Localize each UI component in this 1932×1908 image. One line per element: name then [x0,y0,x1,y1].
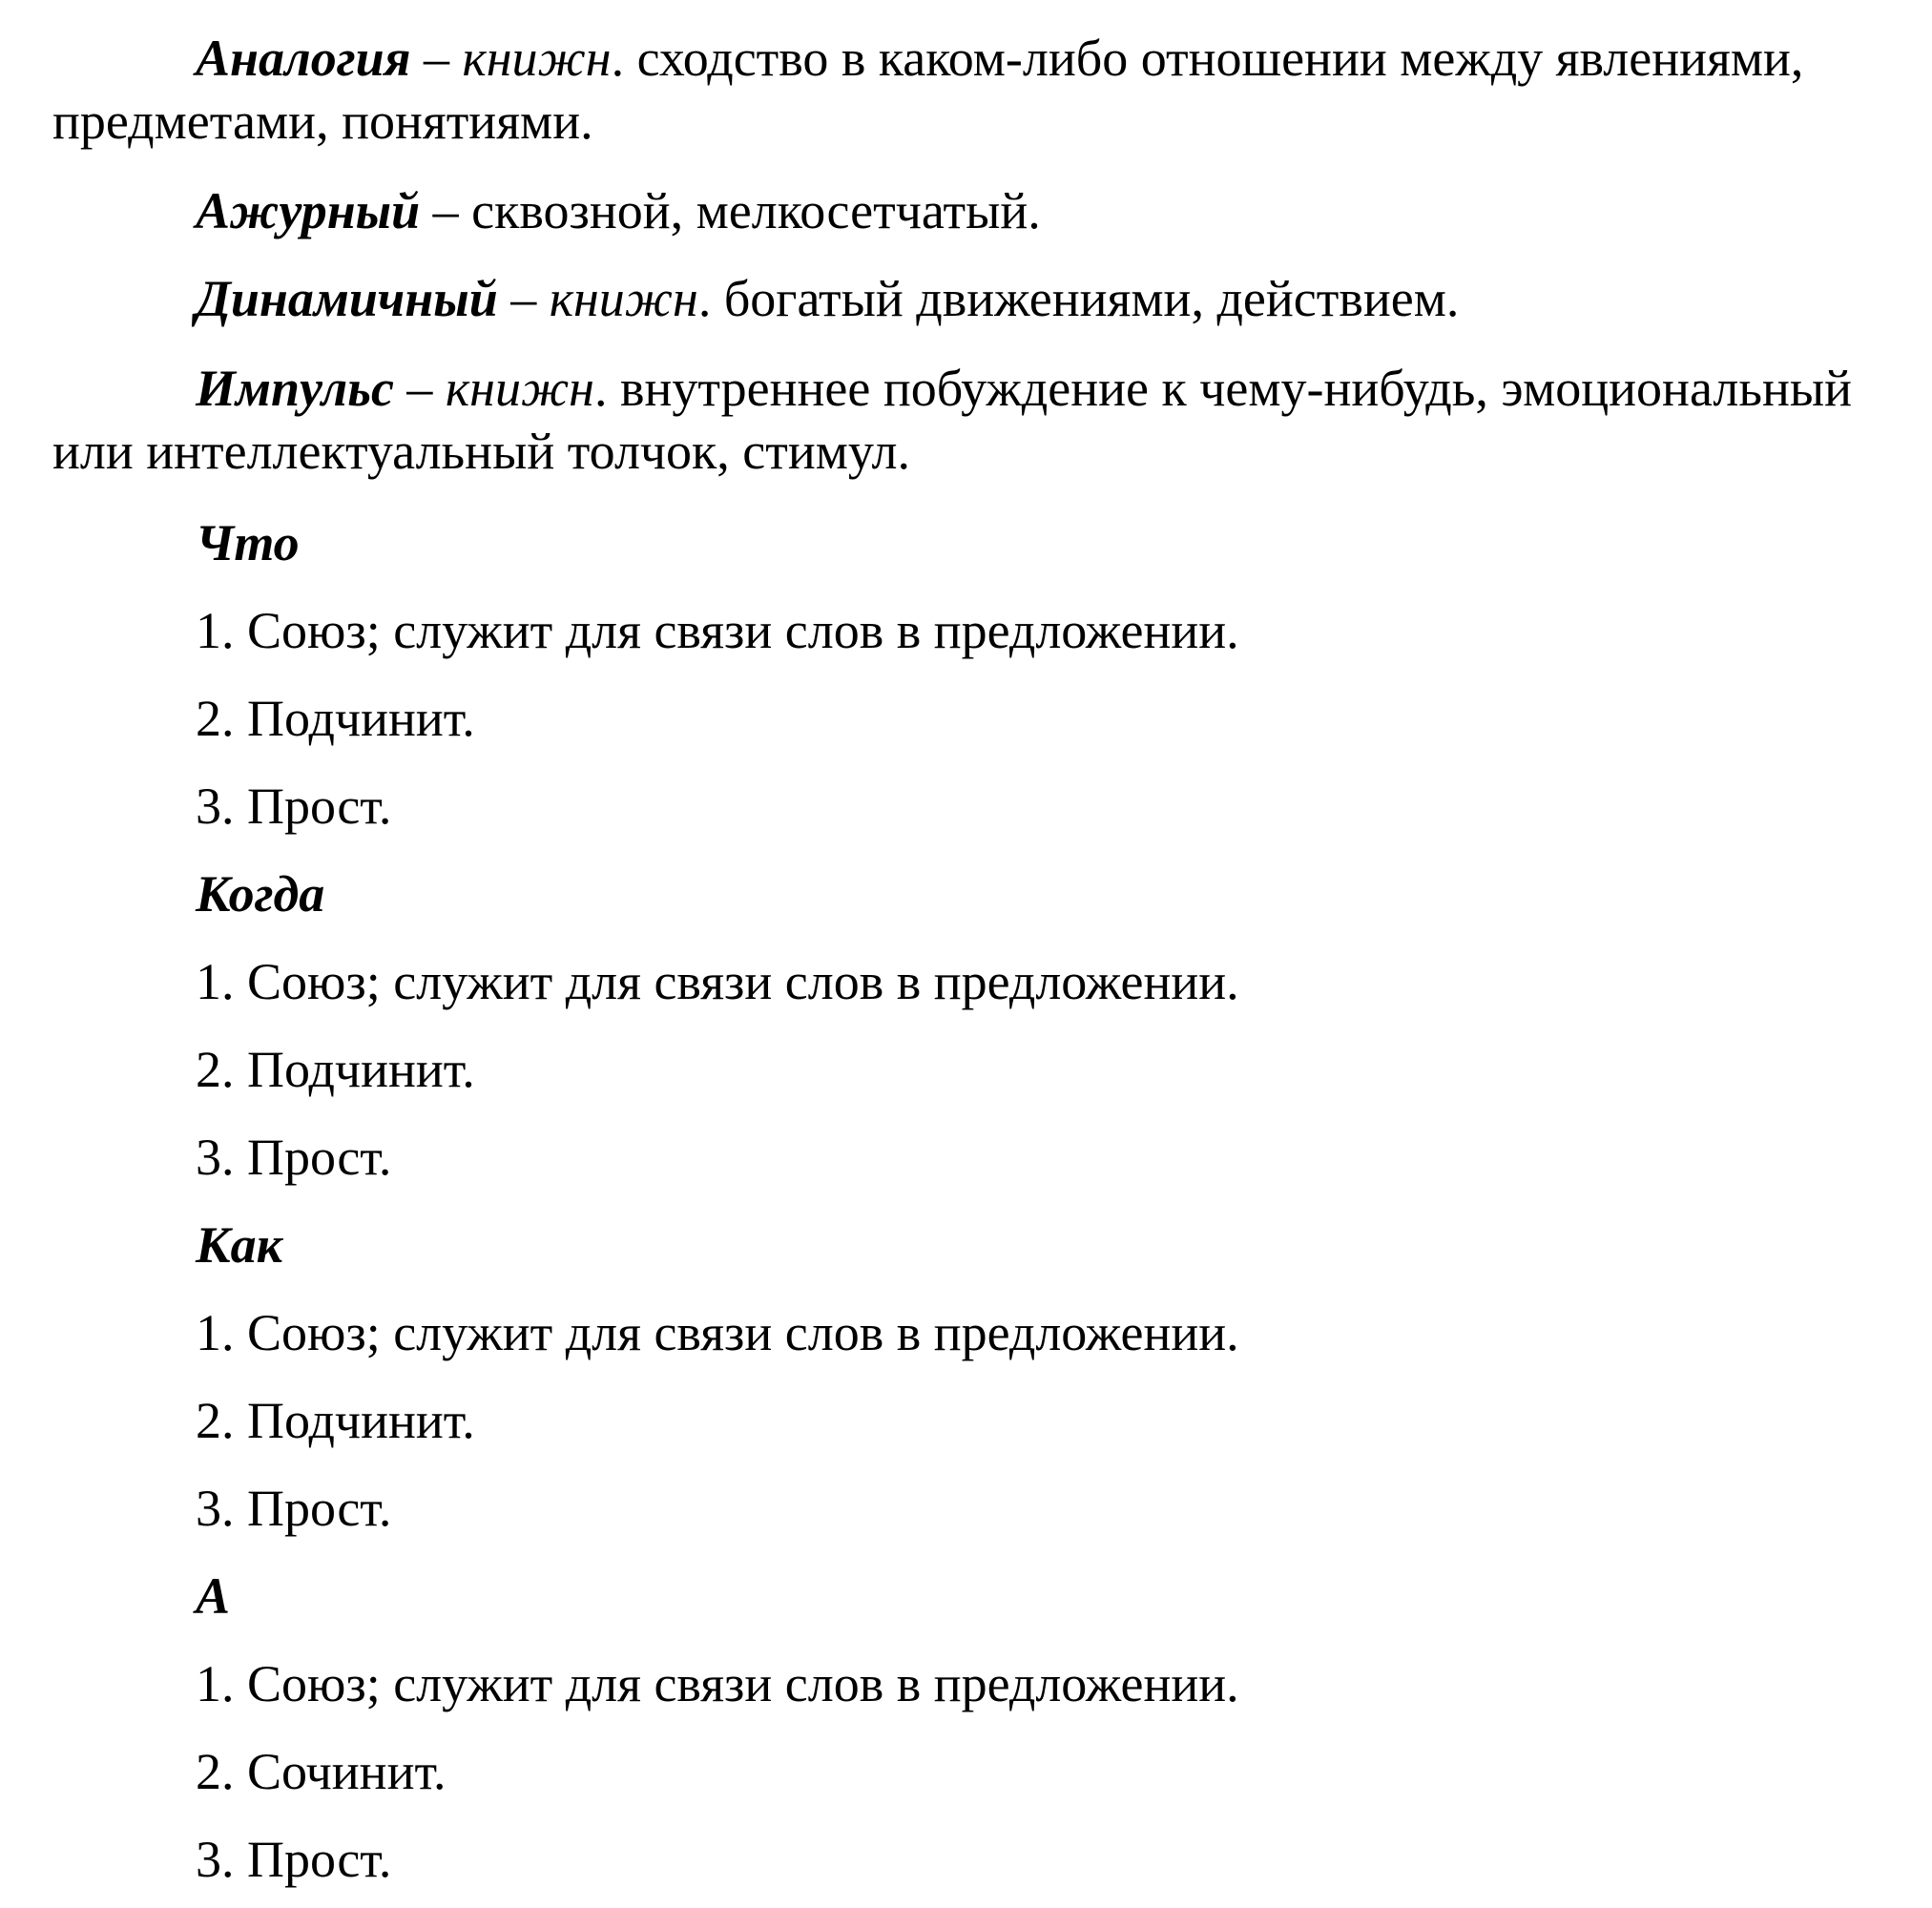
parsing-word-heading: Что [196,514,300,571]
glossary-dash: – [420,182,472,239]
parsing-item: 1. Союз; служит для связи слов в предложении. [196,1655,1239,1712]
glossary-entry-analogy [52,27,1865,153]
parsing-item: 1. Союз; служит для связи слов в предложении. [196,953,1239,1010]
glossary-entry-impuls [52,357,1865,483]
glossary-definition: . богатый движениями, действием. [697,270,1460,327]
parsing-item: 2. Подчинит. [196,1041,475,1098]
glossary-dash: – [497,270,550,327]
parsing-item: 1. Союз; служит для связи слов в предложении. [196,602,1239,659]
glossary-entry-azhurny [52,179,1865,242]
parsing-word-heading: Как [196,1216,282,1274]
glossary-term: Импульс [196,360,394,417]
glossary-definition: . внутреннее побуждение к чему-нибудь, эмоциональный или интеллектуальный толчок, стимул. [52,360,1853,480]
glossary-term: Аналогия [196,30,411,87]
glossary-note: книжн [445,360,594,417]
glossary-definition: сквозной, мелкосетчатый. [471,182,1041,239]
glossary-term: Динамичный [196,270,498,327]
glossary-note: книжн [462,30,612,87]
parsing-item: 3. Прост. [196,1129,392,1186]
parsing-item: 3. Прост. [196,1480,392,1537]
glossary-term: Ажурный [196,182,421,239]
parsing-item: 2. Подчинит. [196,690,475,747]
parsing-item: 1. Союз; служит для связи слов в предложении. [196,1304,1239,1361]
glossary-dash: – [393,360,446,417]
glossary-definition: . сходство в каком-либо отношении между явлениями, предметами, понятиями. [52,30,1804,150]
parsing-item: 2. Подчинит. [196,1392,475,1449]
parsing-word-heading: Когда [196,865,325,923]
parsing-item: 3. Прост. [196,1831,392,1888]
glossary-entry-dinamichny [52,267,1865,330]
glossary-dash: – [410,30,463,87]
parsing-item: 3. Прост. [196,778,392,835]
parsing-word-heading: А [196,1567,231,1625]
glossary-note: книжн [549,270,698,327]
parsing-item: 2. Сочинит. [196,1743,447,1800]
